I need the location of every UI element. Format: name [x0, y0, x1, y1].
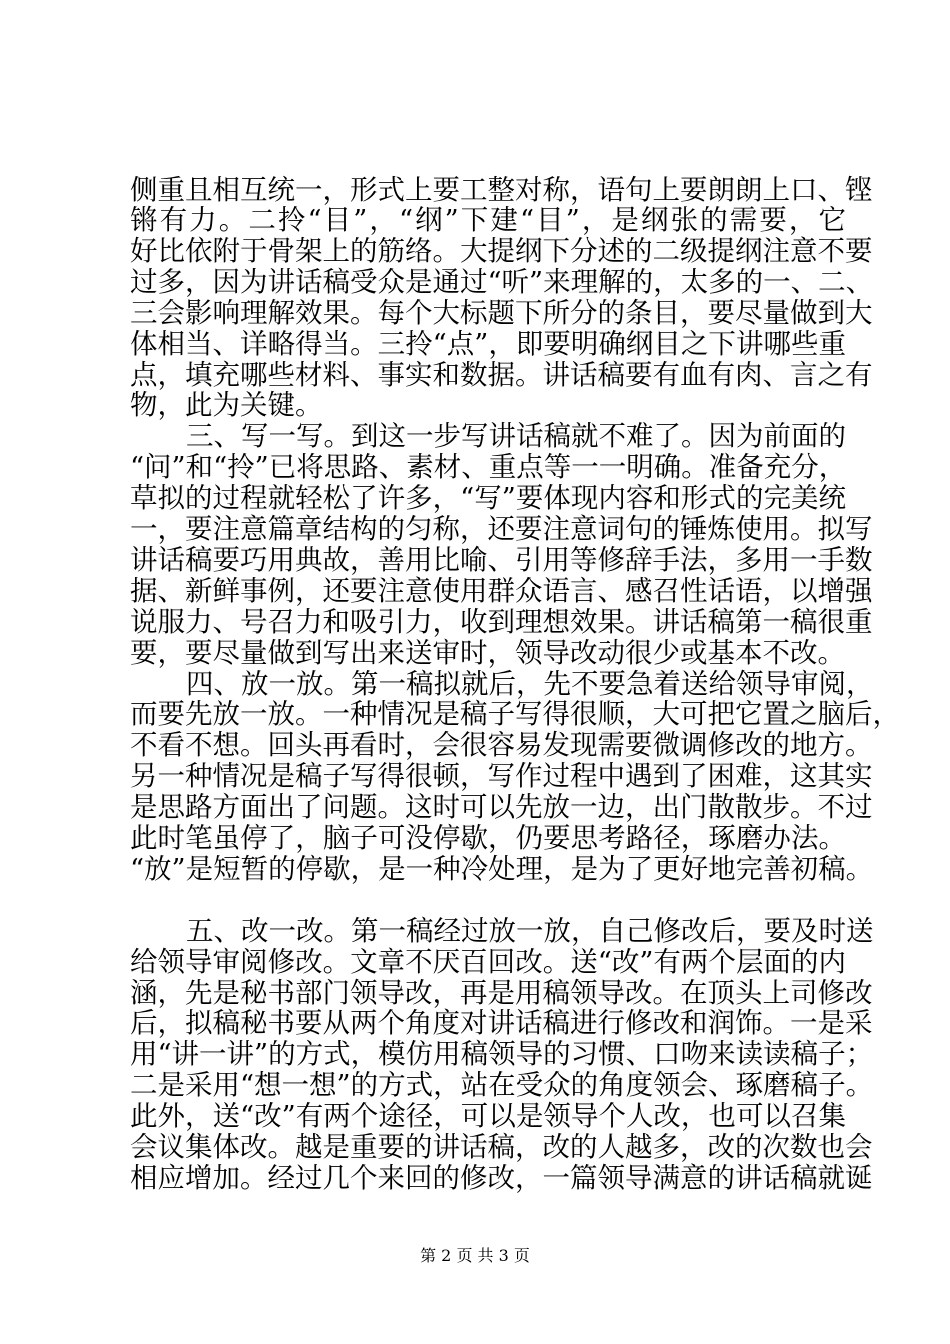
text-line: 过多，因为讲话稿受众是通过“听”来理解的，太多的一、二、: [130, 266, 874, 298]
text-line: 另一种情况是稿子写得很顿，写作过程中遇到了困难，这其实: [130, 760, 873, 792]
text-line: 侧重且相互统一，形式上要工整对称，语句上要朗朗上口、铿: [130, 174, 873, 206]
text-line: 相应增加。经过几个来回的修改，一篇领导满意的讲话稿就诞: [130, 1162, 873, 1194]
text-line: 物，此为关键。: [130, 389, 323, 421]
text-line: 草拟的过程就轻松了许多，“写”要体现内容和形式的完美统: [130, 482, 846, 514]
text-line: 给领导审阅修改。文章不厌百回改。送“改”有两个层面的内: [130, 946, 846, 978]
text-line: 要，要尽量做到写出来送审时，领导改动很少或基本不改。: [130, 637, 845, 669]
text-line: 好比依附于骨架上的筋络。大提纲下分述的二级提纲注意不要: [130, 235, 873, 267]
text-line: “放”是短暂的停歇，是一种冷处理，是为了更好地完善初稿。: [130, 853, 874, 885]
text-line: 后，拟稿秘书要从两个角度对讲话稿进行修改和润饰。一是采: [130, 1007, 873, 1039]
text-line: 而要先放一放。一种情况是稿子写得很顺，大可把它置之脑后，: [130, 698, 900, 730]
text-line: 四、放一放。第一稿拟就后，先不要急着送给领导审阅，: [186, 668, 874, 700]
text-line: 讲话稿要巧用典故，善用比喻、引用等修辞手法，多用一手数: [130, 544, 873, 576]
text-line: 锵有力。二拎“目”，“纲”下建“目”，是纲张的需要，它: [130, 204, 846, 236]
text-line: 三会影响理解效果。每个大标题下所分的条目，要尽量做到大: [130, 297, 873, 329]
text-line: 据、新鲜事例，还要注意使用群众语言、感召性话语，以增强: [130, 575, 873, 607]
text-line: 是思路方面出了问题。这时可以先放一边，出门散散步。不过: [130, 791, 873, 823]
text-line: 三、写一写。到这一步写讲话稿就不难了。因为前面的: [186, 420, 846, 452]
text-line: 体相当、详略得当。三拎“点”，即要明确纲目之下讲哪些重: [130, 328, 846, 360]
text-line: 涵，先是秘书部门领导改，再是用稿领导改。在顶头上司修改: [130, 977, 873, 1009]
text-line: 二是采用“想一想”的方式，站在受众的角度领会、琢磨稿子。: [130, 1069, 874, 1101]
text-line: 不看不想。回头再看时，会很容易发现需要微调修改的地方。: [130, 729, 873, 761]
text-line: 此外，送“改”有两个途径，可以是领导个人改，也可以召集: [130, 1100, 846, 1132]
text-line: 用“讲一讲”的方式，模仿用稿领导的习惯、口吻来读读稿子；: [130, 1038, 874, 1070]
text-line: 五、改一改。第一稿经过放一放，自己修改后，要及时送: [186, 915, 874, 947]
text-line: 点，填充哪些材料、事实和数据。讲话稿要有血有肉、言之有: [130, 359, 873, 391]
page-footer: 第 2 页 共 3 页: [420, 1246, 530, 1265]
text-line: 说服力、号召力和吸引力，收到理想效果。讲话稿第一稿很重: [130, 606, 873, 638]
text-line: “问”和“拎”已将思路、素材、重点等一一明确。准备充分，: [130, 451, 847, 483]
text-line: 一，要注意篇章结构的匀称，还要注意词句的锤炼使用。拟写: [130, 513, 873, 545]
text-line: 会议集体改。越是重要的讲话稿，改的人越多，改的次数也会: [130, 1131, 873, 1163]
text-line: 此时笔虽停了，脑子可没停歇，仍要思考路径，琢磨办法。: [130, 822, 846, 854]
